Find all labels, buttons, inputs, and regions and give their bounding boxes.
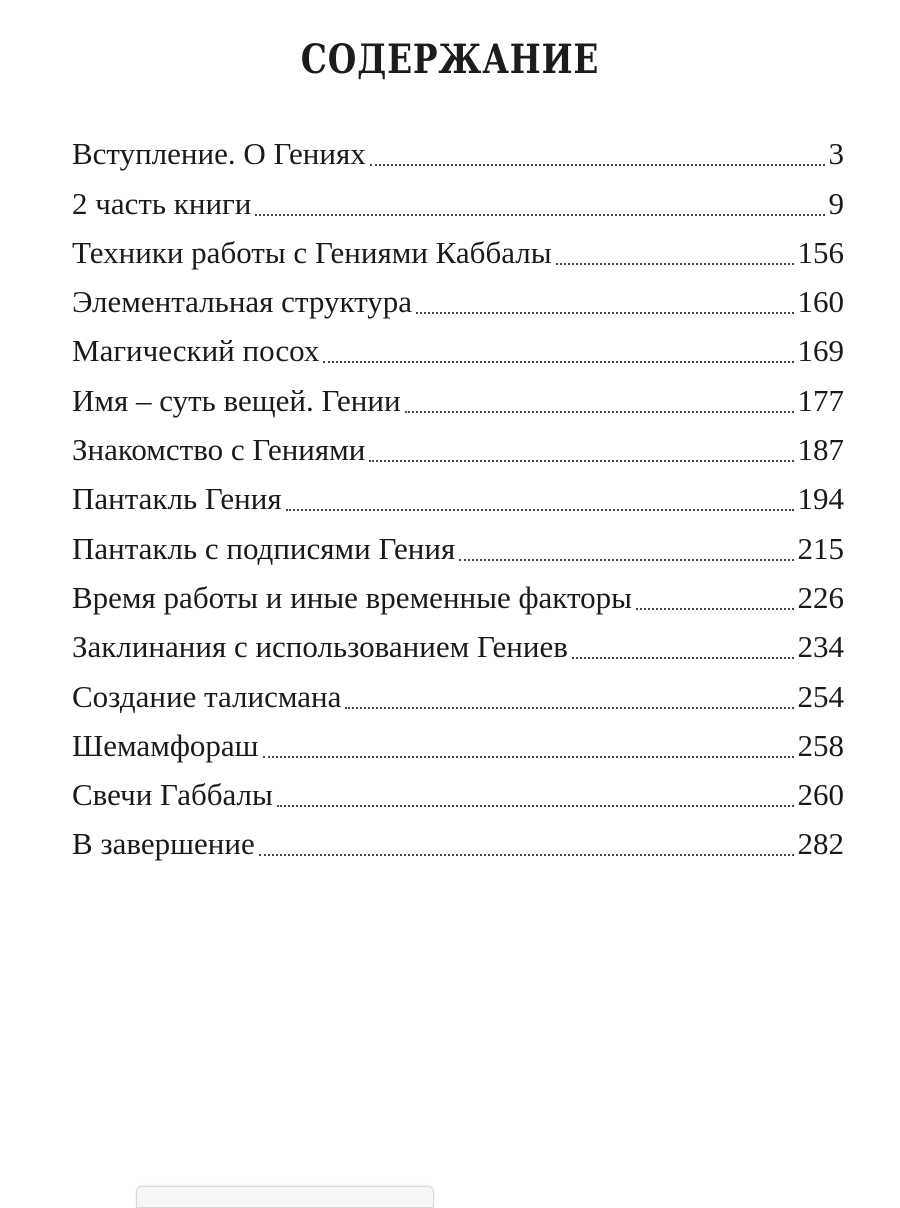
dot-leader [255, 214, 824, 216]
toc-entry [72, 810, 844, 862]
dot-leader [416, 312, 793, 314]
toc-entry-page: 260 [797, 777, 844, 813]
dot-leader [636, 608, 794, 610]
toc-entry-page: 9 [828, 185, 844, 221]
toc-entry-page: 177 [797, 382, 844, 418]
toc-entry-page: 194 [797, 481, 844, 517]
toc-entry [72, 761, 844, 813]
toc-entry [72, 120, 844, 172]
toc-entry-page: 258 [797, 727, 844, 763]
table-of-contents [72, 120, 844, 862]
toc-entry [72, 416, 844, 468]
toc-entry-page: 169 [797, 333, 844, 369]
dot-leader [405, 411, 794, 413]
toc-entry [72, 219, 844, 268]
toc-entry-title: Время работы и иные временные факторы [72, 579, 632, 615]
page-title: СОДЕРЖАНИЕ [300, 36, 600, 83]
dot-leader [323, 361, 793, 363]
dot-leader [286, 509, 794, 511]
toc-entry-title: Вступление. О Гениях [72, 136, 366, 172]
toc-entry [72, 317, 844, 369]
dot-leader [263, 756, 794, 758]
toc-entry [72, 662, 844, 714]
toc-entry-page: 160 [797, 284, 844, 320]
toc-entry-title: Свечи Габбалы [72, 777, 273, 813]
toc-entry-title: Шемамфораш [72, 727, 259, 763]
toc-entry-page: 215 [797, 530, 844, 566]
toc-entry-title: Магический посох [72, 333, 320, 369]
toc-entry-title: Знакомство с Гениями [72, 432, 366, 468]
toc-entry [72, 268, 844, 320]
toc-entry-title: Техники работы с Гениями Каббалы [72, 234, 552, 270]
toc-entry [72, 366, 844, 418]
dot-leader [556, 263, 794, 265]
toc-entry [72, 712, 844, 761]
toc-entry [72, 465, 844, 517]
toc-entry-title: Пантакль с подписями Гения [72, 530, 456, 566]
toc-entry [72, 564, 844, 613]
dot-leader [345, 707, 793, 709]
toc-entry-page: 187 [797, 432, 844, 468]
toc-entry-page: 156 [797, 234, 844, 270]
dot-leader [259, 854, 794, 856]
toc-entry-title: Заклинания с использованием Гениев [72, 629, 568, 665]
toc-entry-title: 2 часть книги [72, 185, 252, 221]
toc-entry-page: 226 [797, 579, 844, 615]
dot-leader [369, 460, 793, 462]
toc-entry-title: Пантакль Гения [72, 481, 282, 517]
dot-leader [459, 559, 793, 561]
dot-leader [572, 657, 794, 659]
toc-entry-title: Элементальная структура [72, 284, 413, 320]
toc-entry-title: Имя – суть вещей. Гении [72, 382, 401, 418]
toc-entry-page: 254 [797, 678, 844, 714]
toc-entry-page: 234 [797, 629, 844, 665]
toc-entry [72, 613, 844, 665]
next-page-edge [136, 1186, 434, 1208]
toc-entry-title: В завершение [72, 826, 255, 862]
toc-entry [72, 514, 844, 566]
toc-entry-title: Создание талисмана [72, 678, 342, 714]
toc-entry-page: 3 [828, 136, 844, 172]
toc-entry [72, 169, 844, 221]
toc-entry-page: 282 [797, 826, 844, 862]
dot-leader [277, 805, 794, 807]
dot-leader [370, 164, 825, 166]
